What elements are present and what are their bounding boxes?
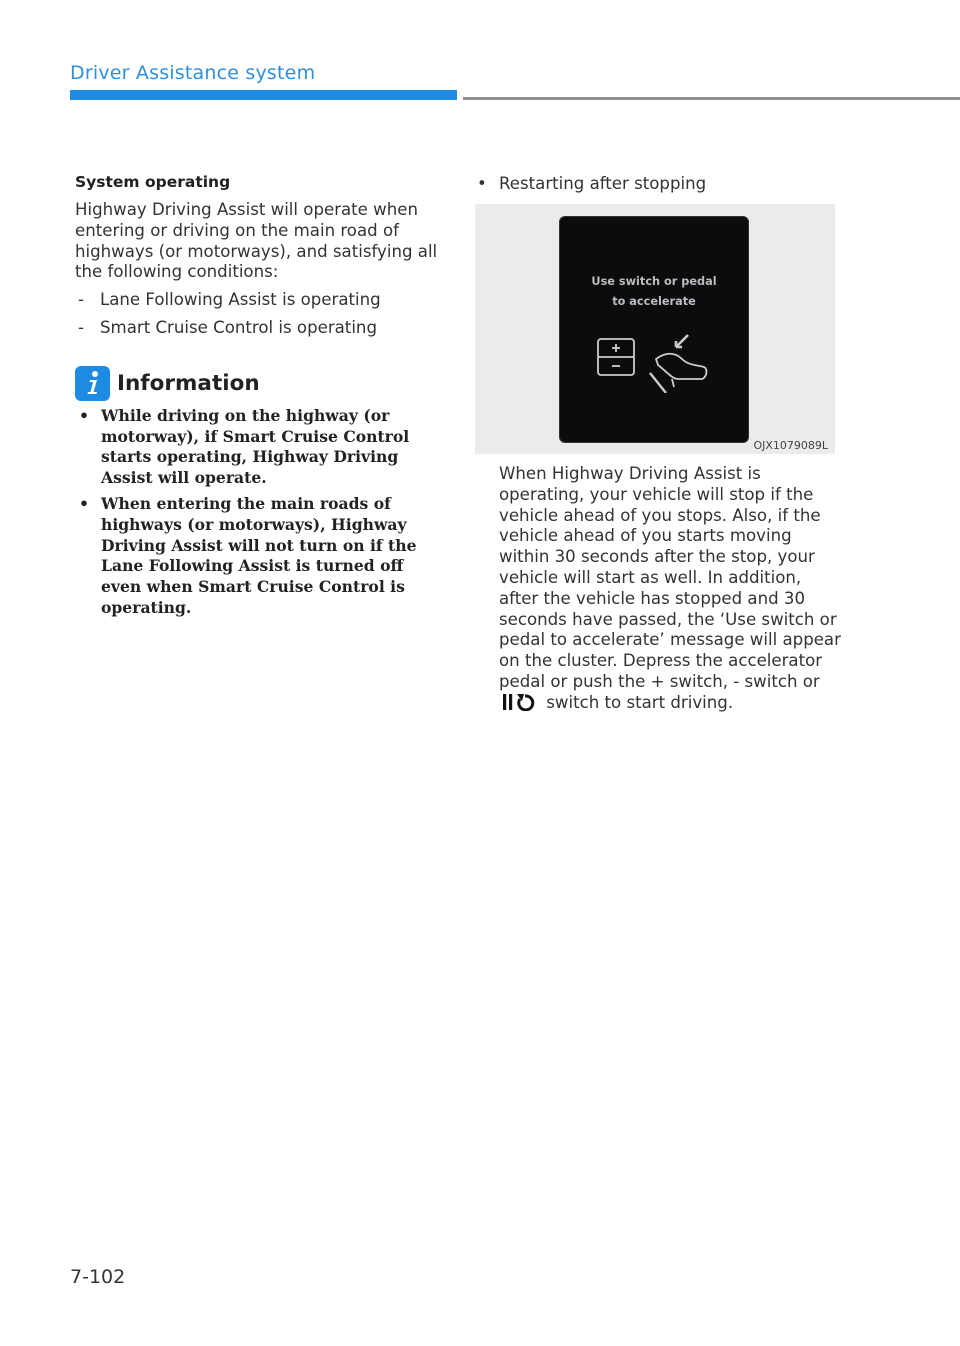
accelerator-pedal-icon [650,335,706,393]
information-item [75,406,440,489]
bullet-marker: • [477,174,487,193]
header-rule-gray [463,97,960,100]
figure-code: OJX1079089L [753,439,828,452]
cluster-display [559,216,749,443]
condition-item [75,318,440,339]
cluster-message: Use switch or pedal to accelerate [591,275,717,308]
right-column [475,173,840,717]
cruise-switch-icon [598,339,634,375]
information-text: While driving on the highway (or motorway), if Smart Cruise Control starts operating, Highway Driving Assist will operate. [101,405,410,488]
restart-paragraph [499,464,844,717]
cluster-figure [475,204,835,454]
condition-text: Smart Cruise Control is operating [100,317,377,337]
information-box-header [75,366,440,401]
subheading: System operating [75,173,231,191]
restart-bullet [475,173,840,195]
left-column [75,173,440,619]
dash-marker: - [78,317,84,337]
restart-text-after: switch to start driving. [546,692,734,712]
information-title: Information [117,370,260,396]
information-item [75,494,440,619]
condition-item [75,290,440,311]
bullet-marker: • [79,493,89,513]
operating-paragraph: Highway Driving Assist will operate when entering or driving on the main road of highways (or motorways), and satisfying all the following conditions: [75,200,438,282]
condition-text: Lane Following Assist is operating [100,290,381,310]
header-rule-blue [70,90,457,100]
dash-marker: - [78,290,84,310]
cluster-icons [594,333,719,397]
pause-resume-icon [501,693,539,717]
bullet-marker: • [79,405,89,425]
information-text: When entering the main roads of highways (or motorways), Highway Driving Assist will not turn on if the Lane Following Assist is turned off even when Smart Cruise Control is operating. [101,493,417,617]
restart-text-before: When Highway Driving Assist is operating, your vehicle will stop if the vehicle ahead of you stops. Also, if the vehicle ahead of you starts moving within 30 seconds after the stop, your vehicle will start as well. In addition, after the vehicle has stopped and 30 seconds have passed, the ‘Use switch or pedal to accelerate’ message will appear on the cluster. Depress the accelerator pedal or push the + switch, - switch or [499,464,841,691]
restart-bullet-text: Restarting after stopping [499,174,707,193]
info-icon [75,366,110,401]
information-list [75,406,440,619]
section-title: Driver Assistance system [70,62,316,84]
page-number: 7-102 [70,1266,126,1288]
